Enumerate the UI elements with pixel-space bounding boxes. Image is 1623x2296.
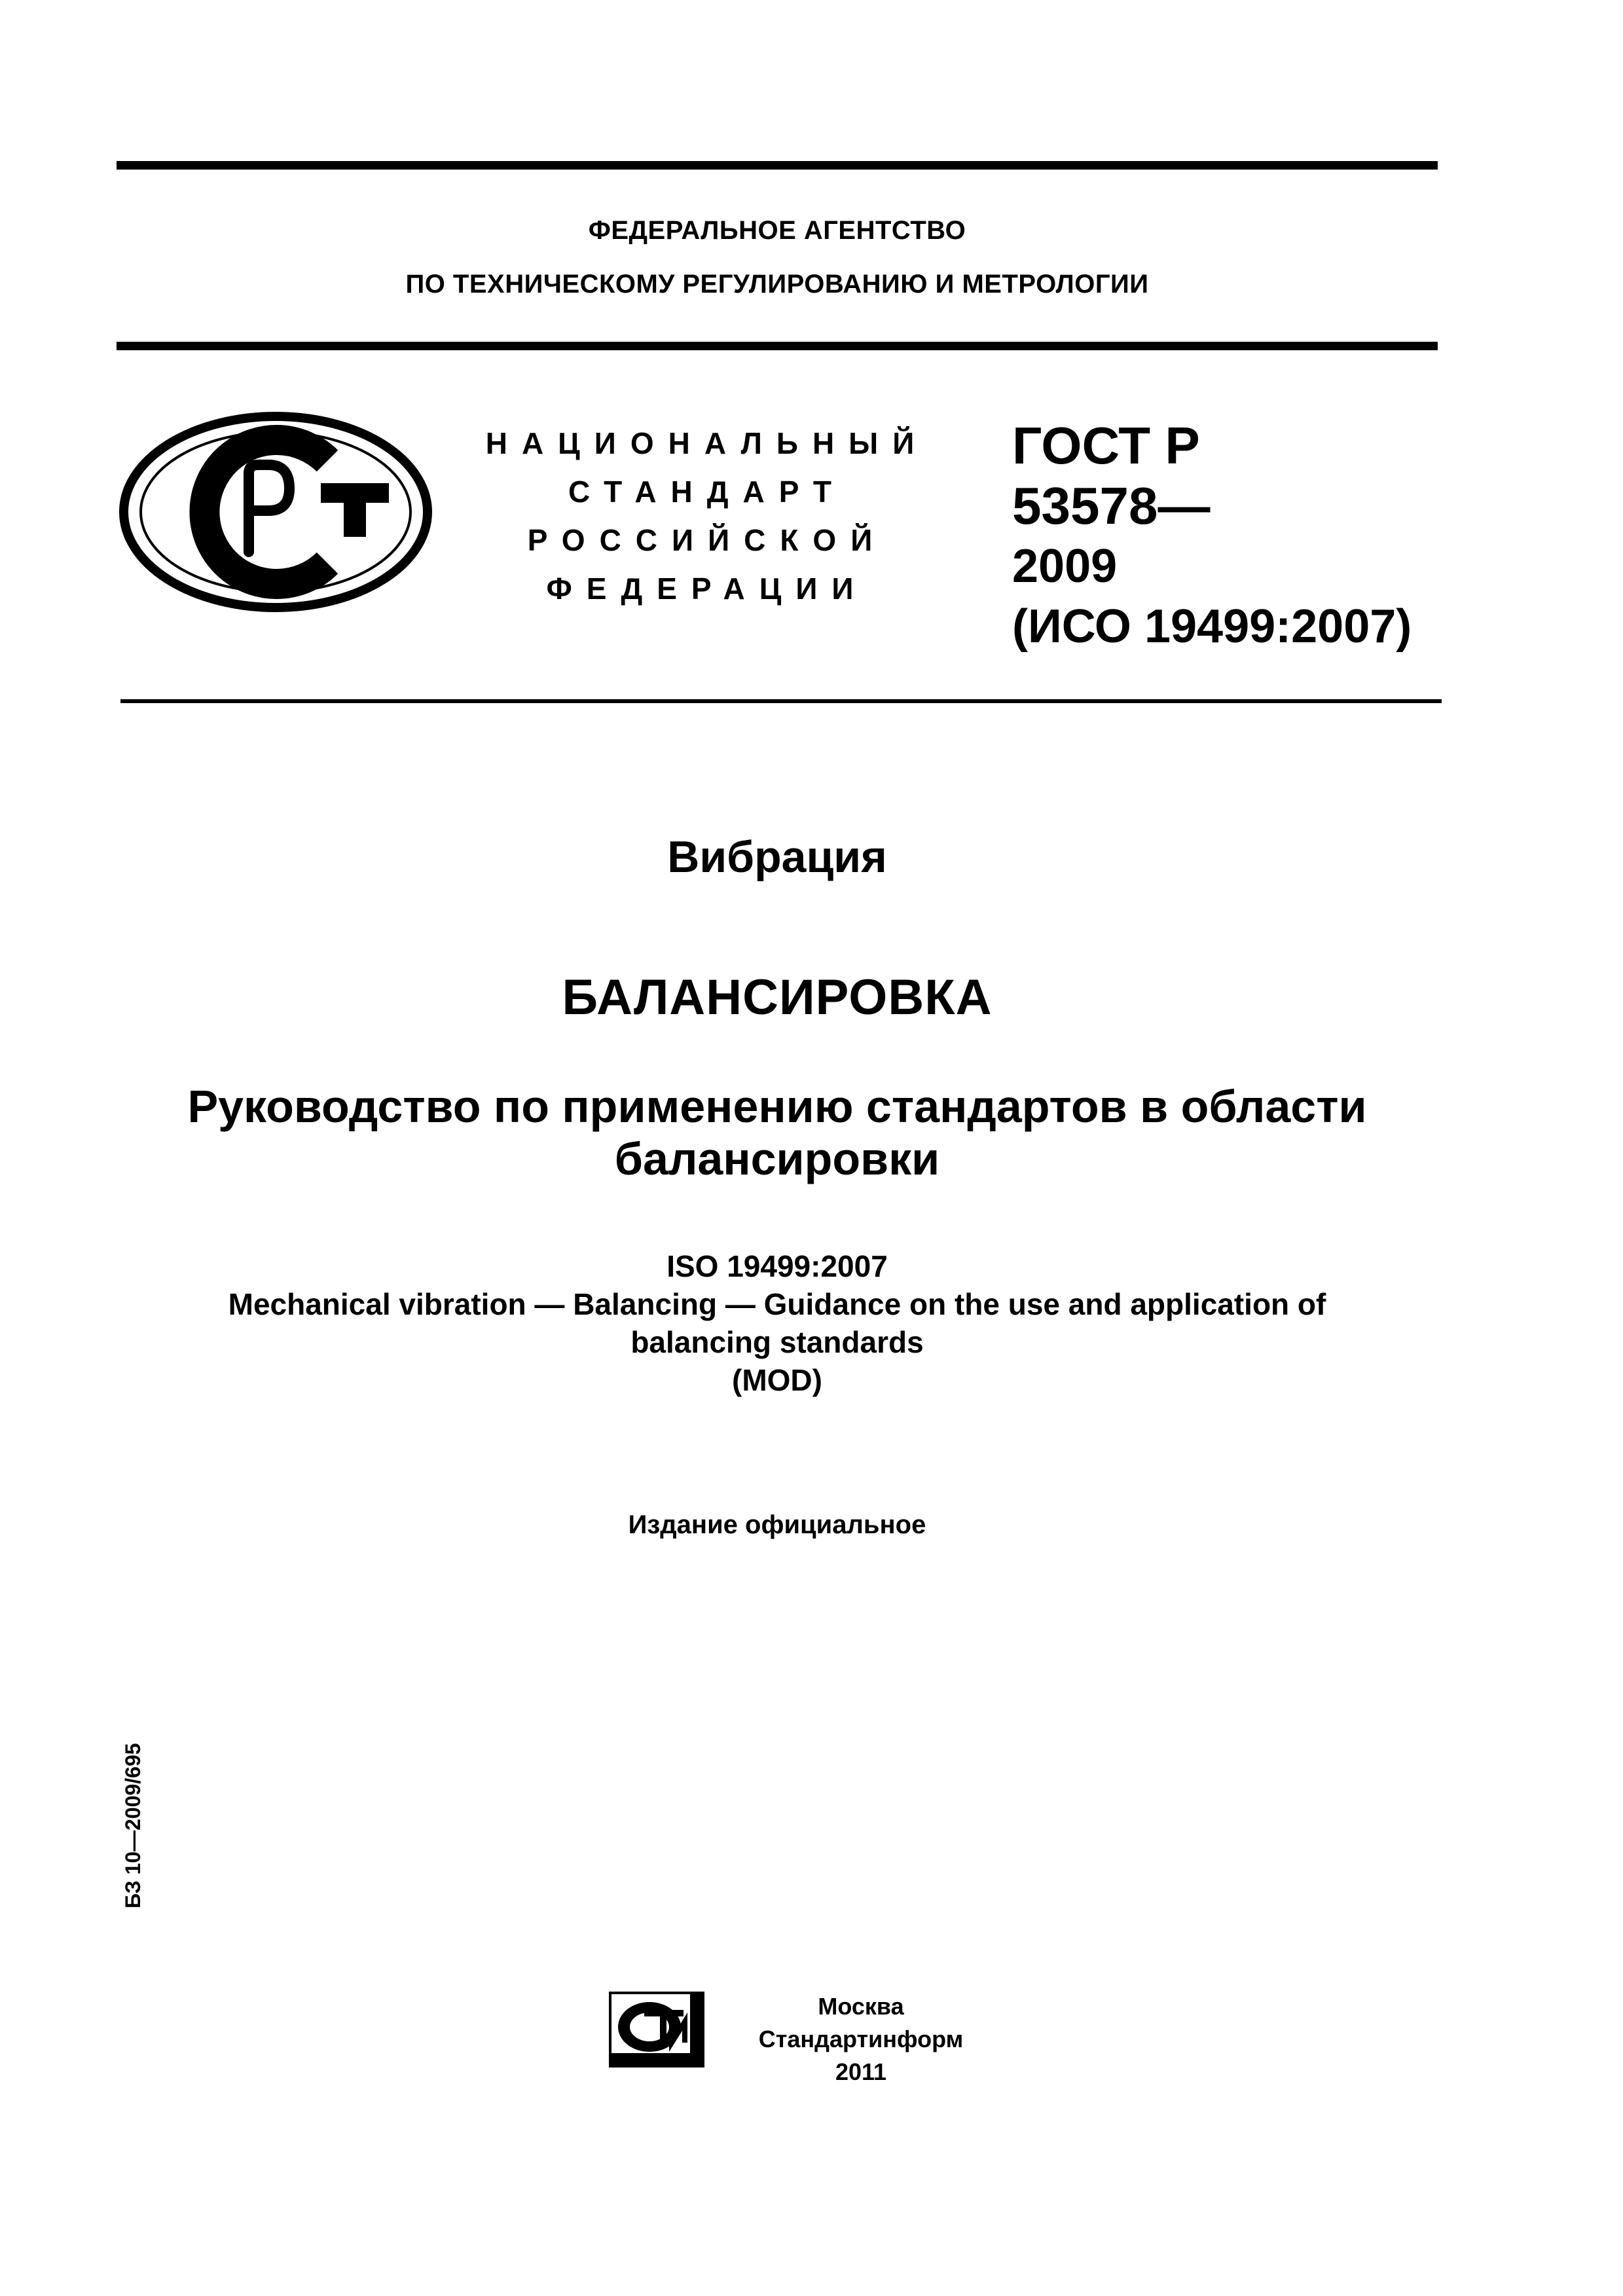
title-vibration: Вибрация [667, 832, 887, 882]
publisher-name: Стандартинформ [758, 2026, 964, 2052]
title-guidance [117, 1080, 1438, 1185]
header-rule [117, 342, 1438, 350]
national-standard-line-2: СТАНДАРТ [568, 475, 846, 509]
rst-certification-mark-icon [118, 411, 433, 613]
national-standard-line-1: НАЦИОНАЛЬНЫЙ [485, 426, 929, 460]
national-standard-block [458, 419, 956, 613]
standartinform-logo-icon [608, 1990, 706, 2069]
gost-line-4: (ИСО 19499:2007) [1012, 600, 1412, 653]
gost-line-3: 2009 [1012, 540, 1118, 592]
rst-logo [118, 411, 433, 613]
publisher-info [720, 1990, 1002, 2088]
agency-line-2: ПО ТЕХНИЧЕСКОМУ РЕГУЛИРОВАНИЮ И МЕТРОЛОГИИ [405, 270, 1149, 299]
iso-title-line-2: balancing standards [630, 1325, 924, 1359]
national-standard-line-3: РОССИЙСКОЙ [527, 523, 887, 557]
title-balancing: БАЛАНСИРОВКА [562, 970, 993, 1025]
side-code: БЗ 10—2009/695 [121, 1743, 145, 1908]
top-rule [117, 161, 1438, 170]
gost-designation [1012, 416, 1412, 657]
iso-reference [117, 1247, 1438, 1399]
agency-line-1: ФЕДЕРАЛЬНОЕ АГЕНТСТВО [588, 216, 966, 245]
gost-line-2: 53578— [1012, 477, 1211, 535]
publisher-logo [608, 1990, 706, 2069]
designation-rule [120, 699, 1442, 703]
title-guidance-line-1: Руководство по применению стандартов в области [187, 1081, 1367, 1132]
gost-line-1: ГОСТ Р [1012, 416, 1200, 475]
national-standard-line-4: ФЕДЕРАЦИИ [546, 572, 868, 606]
iso-mod: (MOD) [732, 1363, 822, 1397]
edition-note: Издание официальное [628, 1510, 926, 1539]
publisher-year: 2011 [835, 2058, 887, 2085]
publisher-city: Москва [818, 1993, 904, 2020]
title-guidance-line-2: балансировки [614, 1133, 940, 1184]
iso-title-line-1: Mechanical vibration — Balancing — Guidance on the use and application of [228, 1287, 1326, 1321]
iso-number: ISO 19499:2007 [666, 1249, 888, 1283]
